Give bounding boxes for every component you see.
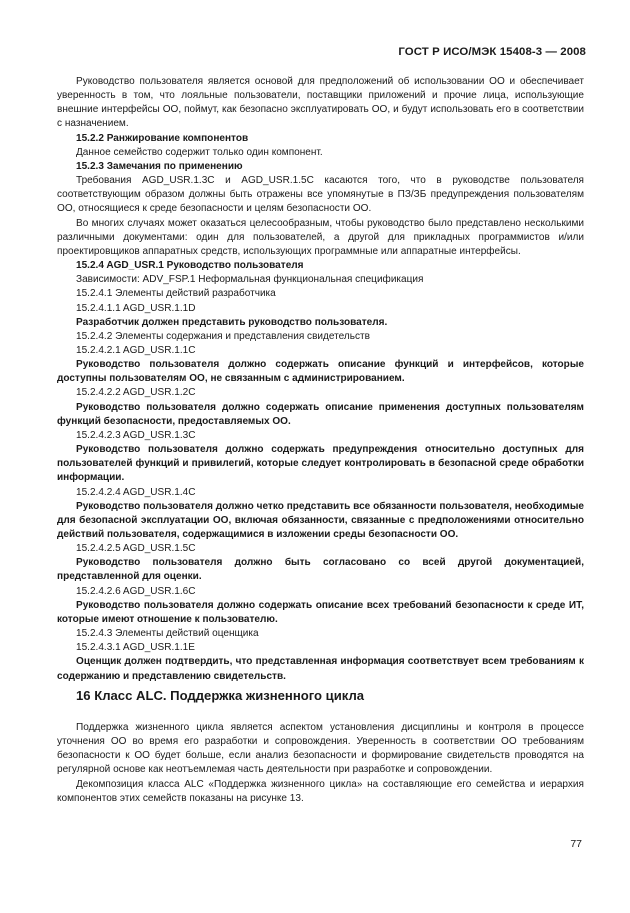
section-title: 16 Класс ALC. Поддержка жизненного цикла [76, 688, 365, 703]
requirement-text: Руководство пользователя должно содержать описание функций и интерфейсов, которые доступны пользователям ОО, не связанным с администрированием. [57, 359, 584, 385]
paragraph: Зависимости: ADV_FSP.1 Неформальная функциональная спецификация [76, 274, 424, 286]
paragraph: Поддержка жизненного цикла является аспектом установления дисциплины и контроля в процессе уточнения ОО во время его разработки и сопровождения. Уверенность в соответствии ОО требованиям безопасности к ОО будет больше, если анализ безопасности и формирование свидетельств проводятся на регулярной основе как неотъемлемая часть деятельности при разработке и сопровождении. [57, 722, 584, 776]
paragraph: 15.2.4.2.1 AGD_USR.1.1C [76, 344, 196, 356]
requirement-text: Руководство пользователя должно быть согласовано со всей другой документацией, представленной для оценки. [57, 557, 584, 583]
paragraph: 15.2.4.3.1 AGD_USR.1.1E [76, 642, 195, 654]
paragraph: Декомпозиция класса ALC «Поддержка жизненного цикла» на составляющие его семейства и иерархия компонентов этих семейств показаны на рисунке 13. [57, 778, 584, 804]
document-header: ГОСТ Р ИСО/МЭК 15408-3 — 2008 [398, 46, 586, 58]
paragraph: 15.2.4.2.6 AGD_USR.1.6C [76, 585, 196, 597]
paragraph: 15.2.4.2 Элементы содержания и представления свидетельств [76, 330, 370, 342]
paragraph: 15.2.4.1 Элементы действий разработчика [76, 288, 276, 300]
paragraph: 15.2.4.2.5 AGD_USR.1.5C [76, 543, 196, 555]
paragraph: 15.2.4.3 Элементы действий оценщика [76, 628, 259, 640]
subsection-heading: 15.2.2 Ранжирование компонентов [76, 132, 249, 144]
paragraph: Во многих случаях может оказаться целесообразным, чтобы руководство было представлено несколькими различными документами: один для пользователей, а другой для прикладных программистов и/или проектировщиков аппаратных средств, использующих программные или аппаратные интерфейсы. [57, 217, 584, 257]
paragraph: 15.2.4.2.2 AGD_USR.1.2C [76, 387, 196, 399]
main-text [57, 75, 584, 684]
requirement-text: Разработчик должен представить руководство пользователя. [76, 316, 388, 328]
subsection-heading: 15.2.4 AGD_USR.1 Руководство пользователя [76, 260, 304, 272]
paragraph: Требования AGD_USR.1.3C и AGD_USR.1.5C касаются того, что в руководстве пользователя соответствующим образом должны быть отражены все упомянутые в ПЗ/ЗБ предупреждения пользователям ОО, относящиеся к среде безопасности и целям безопасности ОО. [57, 175, 584, 215]
section-text [57, 721, 584, 806]
page-number: 77 [570, 838, 582, 850]
paragraph: Руководство пользователя является основой для предположений об использовании ОО и обеспечивает уверенность в том, что лояльные пользователи, поставщики приложений и прочие лица, использующие внешние интерфейсы ОО, поймут, как безопасно эксплуатировать ОО, и будут использовать его в соответствии с назначением. [57, 76, 584, 130]
paragraph: 15.2.4.2.3 AGD_USR.1.3C [76, 429, 196, 441]
requirement-text: Руководство пользователя должно содержать предупреждения относительно доступных для пользователей функций и привилегий, которые следует контролировать в безопасной среде обработки информации. [57, 444, 584, 484]
requirement-text: Оценщик должен подтвердить, что представленная информация соответствует всем требованиям к содержанию и представлению свидетельств. [57, 656, 584, 682]
paragraph: Данное семейство содержит только один компонент. [76, 146, 323, 158]
paragraph: 15.2.4.2.4 AGD_USR.1.4C [76, 486, 196, 498]
paragraph: 15.2.4.1.1 AGD_USR.1.1D [76, 302, 196, 314]
requirement-text: Руководство пользователя должно содержать описание применения доступных пользователям функций безопасности, предоставляемых ОО. [57, 401, 584, 427]
requirement-text: Руководство пользователя должно четко представить все обязанности пользователя, необходимые для безопасной эксплуатации ОО, включая обязанности, связанные с предположениями относительно действий пользователя, содержащимися в изложении среды безопасности ОО. [57, 500, 584, 540]
requirement-text: Руководство пользователя должно содержать описание всех требований безопасности к среде ИТ, которые имеют отношение к пользователю. [57, 599, 584, 625]
subsection-heading: 15.2.3 Замечания по применению [76, 160, 243, 172]
